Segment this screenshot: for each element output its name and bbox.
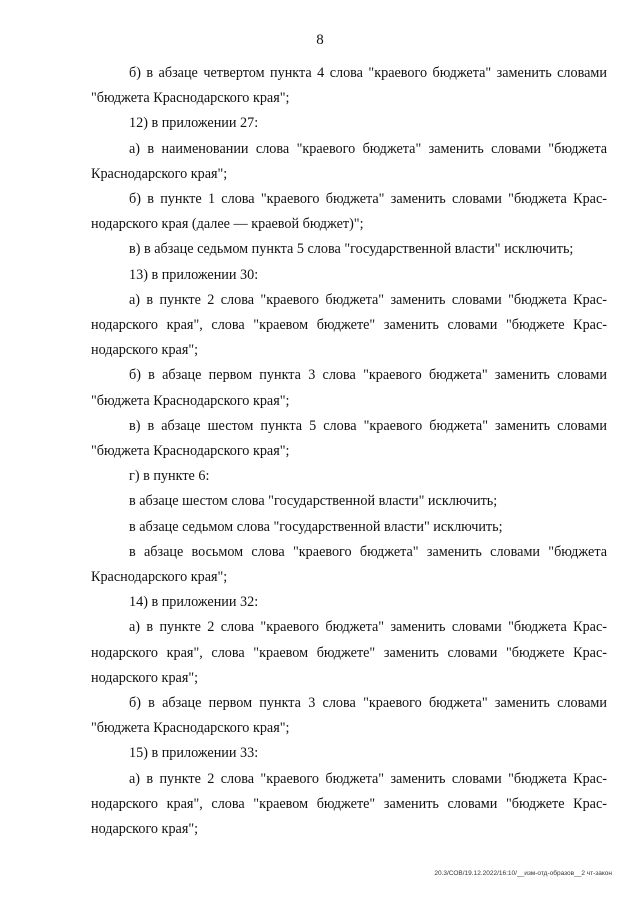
text-line: нодарского края", слова "краевом бюджете" заменить словами "бюджете Крас- (91, 317, 607, 334)
text-line: 12) в приложении 27: (129, 115, 259, 132)
document-body (91, 61, 607, 842)
text-line: в) в абзаце шестом пункта 5 слова "краевого бюджета" заменить словами (129, 417, 607, 434)
text-line: нодарского края", слова "краевом бюджете" заменить словами "бюджете Крас- (91, 795, 607, 812)
text-line: нодарского края (далее — краевой бюджет)"; (91, 216, 364, 233)
text-line: в) в абзаце седьмом пункта 5 слова "государственной власти" исключить; (129, 241, 574, 258)
text-line: а) в пункте 2 слова "краевого бюджета" заменить словами "бюджета Крас- (129, 770, 607, 787)
text-line: б) в абзаце первом пункта 3 слова "краевого бюджета" заменить словами (129, 695, 607, 712)
text-line: Краснодарского края"; (91, 165, 228, 182)
text-line: б) в абзаце четвертом пункта 4 слова "краевого бюджета" заменить словами (129, 65, 607, 81)
text-line: б) в абзаце первом пункта 3 слова "краевого бюджета" заменить словами (129, 367, 607, 384)
text-line: "бюджета Краснодарского края"; (91, 443, 290, 460)
text-line: "бюджета Краснодарского края"; (91, 392, 290, 409)
text-line: "бюджета Краснодарского края"; (91, 90, 290, 107)
text-line: б) в пункте 1 слова "краевого бюджета" заменить словами "бюджета Крас- (129, 191, 607, 208)
text-line: а) в пункте 2 слова "краевого бюджета" заменить словами "бюджета Крас- (129, 291, 607, 308)
text-line: а) в наименовании слова "краевого бюджета" заменить словами "бюджета (129, 140, 607, 157)
page-number: 8 (316, 32, 324, 48)
text-line: нодарского края", слова "краевом бюджете" заменить словами "бюджете Крас- (91, 644, 607, 661)
text-line: в абзаце шестом слова "государственной власти" исключить; (129, 493, 498, 510)
text-line: 14) в приложении 32: (129, 594, 259, 611)
text-line: а) в пункте 2 слова "краевого бюджета" заменить словами "бюджета Крас- (129, 619, 607, 636)
text-line: "бюджета Краснодарского края"; (91, 720, 290, 737)
text-line: в абзаце седьмом слова "государственной власти" исключить; (129, 518, 503, 535)
text-line: Краснодарского края"; (91, 569, 228, 586)
text-line: нодарского края"; (91, 342, 199, 359)
text-line: 15) в приложении 33: (129, 745, 259, 762)
text-line: в абзаце восьмом слова "краевого бюджета" заменить словами "бюджета (129, 543, 607, 560)
text-line: нодарского края"; (91, 669, 199, 686)
document-footer-code: 20.3/СОВ/19.12.2022/16:10/__изм-отд-образов__2 чт-закон (434, 870, 612, 877)
text-line: г) в пункте 6: (129, 468, 210, 485)
text-line: нодарского края"; (91, 821, 199, 838)
text-line: 13) в приложении 30: (129, 266, 259, 283)
